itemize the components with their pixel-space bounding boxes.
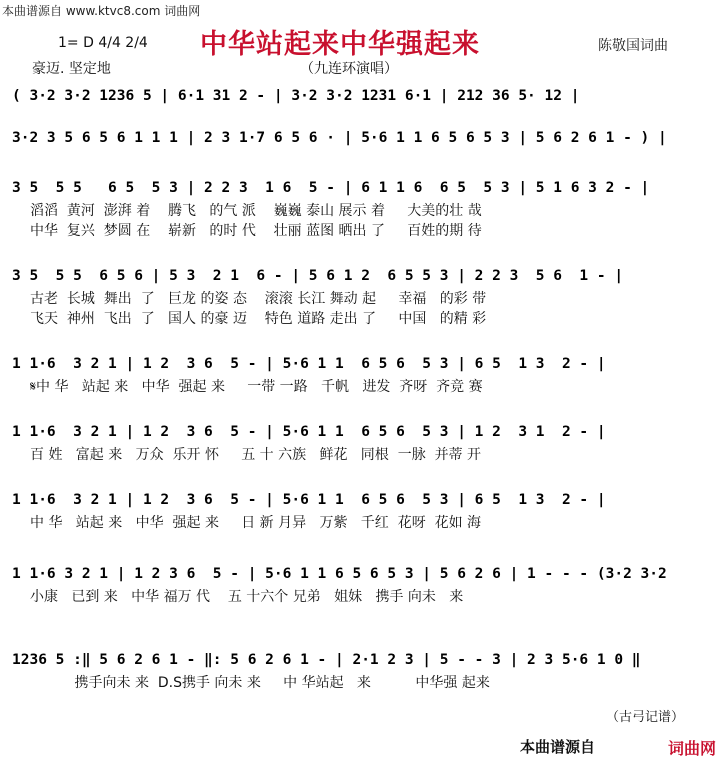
mood-marking: 豪迈. 坚定地 (32, 61, 111, 77)
key-meter: 1= D 4/4 2/4 (58, 35, 148, 51)
score-row (0, 268, 724, 327)
site-label: 词曲网 (667, 739, 716, 758)
notation-line: 1 1·6 3 2 1 | 1 2 3 6 5 - | 5·6 1 1 6 5 6 5 3 | 6 5 1 3 2 - | (12, 492, 606, 508)
notation-line: 1236 5 :‖ 5 6 2 6 1 - ‖: 5 6 2 6 1 - | 2·1 2 3 | 5 - - 3 | 2 3 5·6 1 0 ‖ (12, 652, 641, 668)
notation-line: 3·2 3 5 6 5 6 1 1 1 | 2 3 1·7 6 5 6 · | 5·6 1 1 6 5 6 5 3 | 5 6 2 6 1 - ) | (12, 130, 667, 146)
credits: 陈敬国词曲 (598, 38, 668, 54)
notation-line: 3 5 5 5 6 5 6 | 5 3 2 1 6 - | 5 6 1 2 6 5 5 3 | 2 2 3 5 6 1 - | (12, 268, 624, 284)
notation-line: 3 5 5 5 6 5 5 3 | 2 2 3 1 6 5 - | 6 1 1 6 6 5 5 3 | 5 1 6 3 2 - | (12, 180, 650, 196)
lyric-line: 中华 复兴 梦圆 在 崭新 的时 代 壮丽 蓝图 晒出 了 百姓的期 待 (30, 223, 482, 239)
notation-line: 1 1·6 3 2 1 | 1 2 3 6 5 - | 5·6 1 1 6 5 6 5 3 | 1 2 3 1 2 - | (12, 424, 606, 440)
score-row (0, 356, 724, 406)
score-row (0, 130, 724, 180)
lyric-line: 百 姓 富起 来 万众 乐开 怀 五 十 六族 鲜花 同根 一脉 并蒂 开 (30, 447, 482, 463)
lyric-line: 飞天 神州 飞出 了 国人 的豪 迈 特色 道路 走出 了 中国 的精 彩 (30, 311, 487, 327)
lyric-line: 携手向未 来 D.S携手 向未 来 中 华站起 来 中华强 起来 (30, 675, 490, 691)
source-label: 本曲谱源自 (520, 738, 596, 756)
notation-line: ( 3·2 3·2 1236 5 | 6·1 31 2 - | 3·2 3·2 1231 6·1 | 212 36 5· 12 | (12, 88, 580, 104)
song-title: 中华站起来中华强起来 (200, 29, 480, 60)
lyric-line: 古老 长城 舞出 了 巨龙 的姿 态 滚滚 长江 舞动 起 幸福 的彩 带 (30, 291, 487, 307)
performance-note: （九连环演唱） (300, 61, 398, 77)
lyric-line: 𝄋中 华 站起 来 中华 强起 来 一带 一路 千帆 进发 齐呀 齐竞 赛 (30, 379, 483, 395)
score-row (0, 424, 724, 474)
score-row (0, 492, 724, 542)
score-row (0, 566, 724, 616)
notation-line: 1 1·6 3 2 1 | 1 2 3 6 5 - | 5·6 1 1 6 5 6 5 3 | 6 5 1 3 2 - | (12, 356, 606, 372)
notation-line: 1 1·6 3 2 1 | 1 2 3 6 5 - | 5·6 1 1 6 5 6 5 3 | 5 6 2 6 | 1 - - - (3·2 3·2 (12, 566, 667, 582)
score-row (0, 652, 724, 702)
lyric-line: 中 华 站起 来 中华 强起 来 日 新 月异 万紫 千红 花呀 花如 海 (30, 515, 482, 531)
lyric-line: 小康 已到 来 中华 福万 代 五 十六个 兄弟 姐妹 携手 向未 来 (30, 589, 464, 605)
score-row (0, 180, 724, 239)
lyric-line: 滔滔 黄河 澎湃 着 腾飞 的气 派 巍巍 泰山 展示 着 大美的壮 哉 (30, 203, 482, 219)
site-watermark: 本曲谱源自 www.ktvc8.com 词曲网 (2, 4, 201, 18)
recorder-credit: （古弓记谱） (606, 710, 685, 725)
